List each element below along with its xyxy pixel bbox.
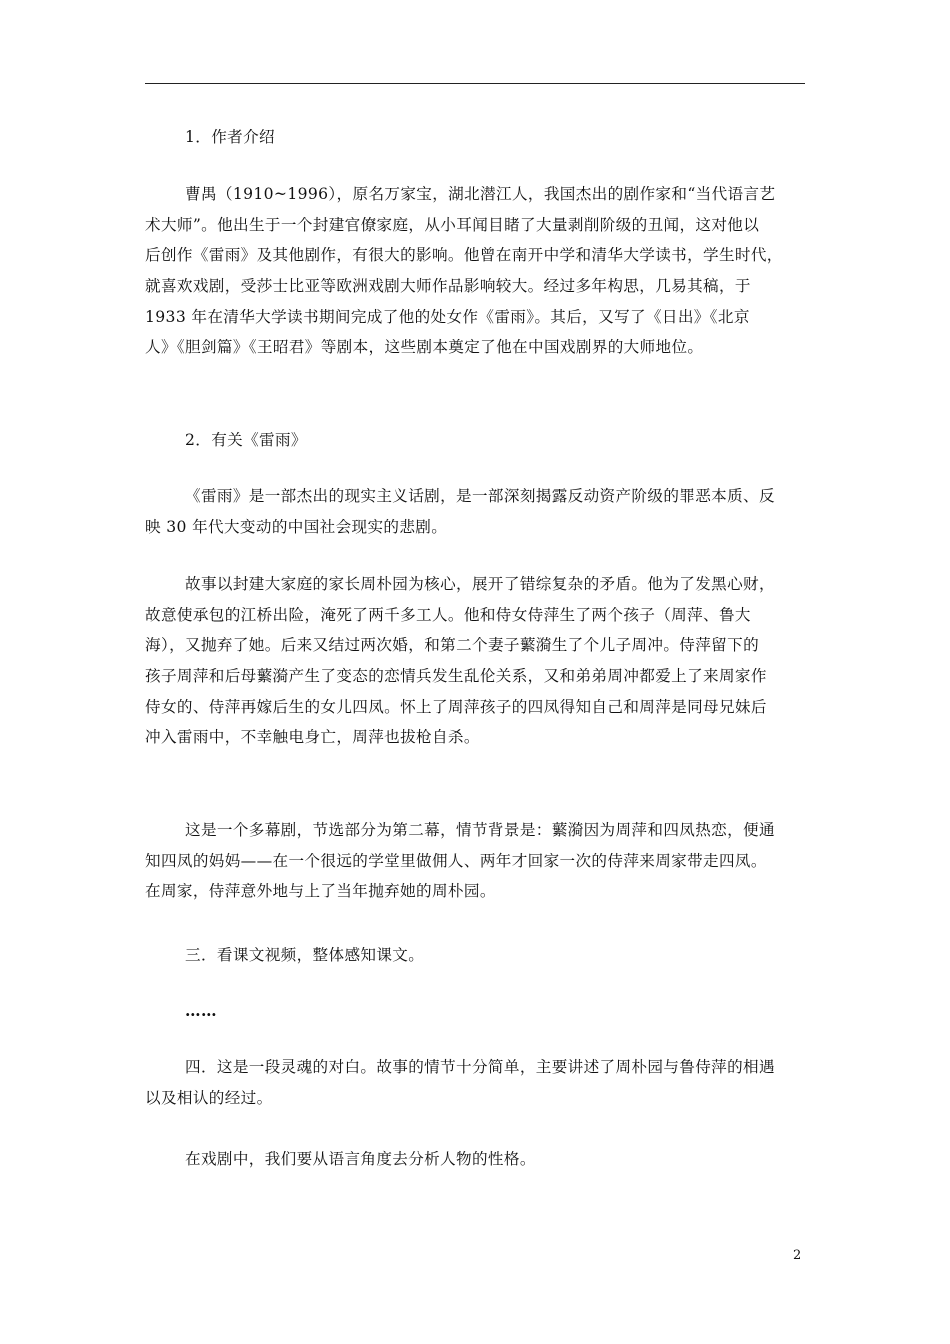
author-line-3: 后创作《雷雨》及其他剧作，有很大的影响。他曾在南开中学和清华大学读书，学生时代， [145, 246, 783, 265]
analysis-line: 在戏剧中，我们要从语言角度去分析人物的性格。 [185, 1150, 536, 1168]
page-number: 2 [793, 1248, 802, 1263]
thunderstorm-line-1: 《雷雨》是一部杰出的现实主义话剧，是一部深刻揭露反动资产阶级的罪恶本质、反 [185, 487, 775, 505]
background-line-2: 知四凤的妈妈——在一个很远的学堂里做佣人、两年才回家一次的侍萍来周家带走四凤。 [145, 851, 767, 870]
dialogue-paragraph [145, 1052, 813, 1113]
background-paragraph [145, 815, 813, 907]
thunderstorm-line-2: 映 30 年代大变动的中国社会现实的悲剧。 [145, 517, 448, 536]
dialogue-line-1: 四．这是一段灵魂的对白。故事的情节十分简单，主要讲述了周朴园与鲁侍萍的相遇 [185, 1058, 775, 1076]
thunderstorm-heading-block [145, 425, 813, 456]
video-heading-block [145, 940, 813, 971]
story-line-2: 故意使承包的江桥出险，淹死了两千多工人。他和侍女侍萍生了两个孩子（周萍、鲁大 [145, 605, 751, 624]
story-line-6: 冲入雷雨中，不幸触电身亡，周萍也拔枪自杀。 [145, 728, 480, 747]
video-heading: 三．看课文视频，整体感知课文。 [185, 946, 425, 964]
story-line-3: 海），又抛弃了她。后来又结过两次婚，和第二个妻子蘩漪生了个儿子周冲。侍萍留下的 [145, 636, 760, 655]
dialogue-line-2: 以及相认的经过。 [145, 1088, 273, 1107]
ellipsis-block [145, 996, 813, 1027]
story-line-4: 孩子周萍和后母蘩漪产生了变态的恋情兵发生乱伦关系，又和弟弟周冲都爱上了来周家作 [145, 667, 767, 686]
background-line-3: 在周家，侍萍意外地与上了当年抛弃她的周朴园。 [145, 882, 496, 901]
thunderstorm-heading: 2．有关《雷雨》 [185, 431, 307, 449]
author-line-4: 就喜欢戏剧，受莎士比亚等欧洲戏剧大师作品影响较大。经过多年构思，几易其稿，于 [145, 277, 751, 296]
author-heading: 1．作者介绍 [185, 128, 275, 146]
author-line-1: 曹禺（1910~1996），原名万家宝，湖北潜江人，我国杰出的剧作家和“当代语言艺 [185, 185, 776, 203]
author-line-5: 1933 年在清华大学读书期间完成了他的处女作《雷雨》。其后，又写了《日出》《北京 [145, 307, 750, 326]
author-heading-block [145, 122, 813, 153]
story-line-5: 侍女的、侍萍再嫁后生的女儿四凤。怀上了周萍孩子的四凤得知自己和周萍是同母兄妹后 [145, 697, 767, 716]
header-rule [145, 83, 805, 84]
ellipsis: …… [185, 1001, 217, 1020]
thunderstorm-paragraph [145, 481, 813, 542]
author-line-6: 人》《胆剑篇》《王昭君》等剧本，这些剧本奠定了他在中国戏剧界的大师地位。 [145, 338, 704, 357]
author-line-2: 术大师”。他出生于一个封建官僚家庭，从小耳闻目睹了大量剥削阶级的丑闻，这对他以 [145, 215, 760, 234]
author-paragraph [145, 179, 813, 363]
background-line-1: 这是一个多幕剧，节选部分为第二幕，情节背景是：蘩漪因为周萍和四凤热恋，便通 [185, 821, 775, 839]
story-paragraph [145, 569, 813, 753]
analysis-paragraph [145, 1144, 813, 1175]
story-line-1: 故事以封建大家庭的家长周朴园为核心，展开了错综复杂的矛盾。他为了发黑心财， [185, 575, 775, 593]
